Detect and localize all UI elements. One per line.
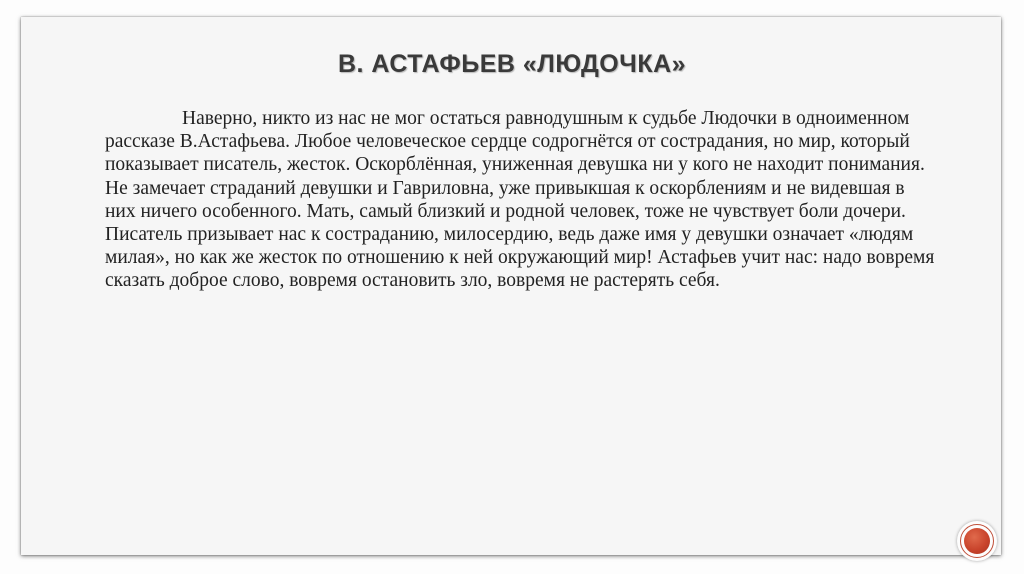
slide-title: В. АСТАФЬЕВ «ЛЮДОЧКА» <box>337 50 687 78</box>
slide-body-text: Наверно, никто из нас не мог остаться равнодушным к судьбе Людочки в одноименном рассказе В.Астафьева. Любое человеческое сердце содрогнётся от сострадания, но мир, который показывает писатель, жесток. Оскорблённая, униженная девушка ни у кого не находит понимания. Не замечает страданий девушки и Гавриловна, уже привыкшая к оскорблениям и не видевшая в них ничего особенного. Мать, самый близкий и родной человек, тоже не чувствует боли дочери. Писатель призывает нас к состраданию, милосердию, ведь даже имя у девушки означает «людям милая», но как же жесток по отношению к ней окружающий мир! Астафьев учит нас: надо вовремя сказать доброе слово, вовремя остановить зло, вовремя не растерять себя. <box>105 108 935 292</box>
circle-nav-icon <box>964 528 990 554</box>
next-slide-button[interactable] <box>957 521 997 561</box>
